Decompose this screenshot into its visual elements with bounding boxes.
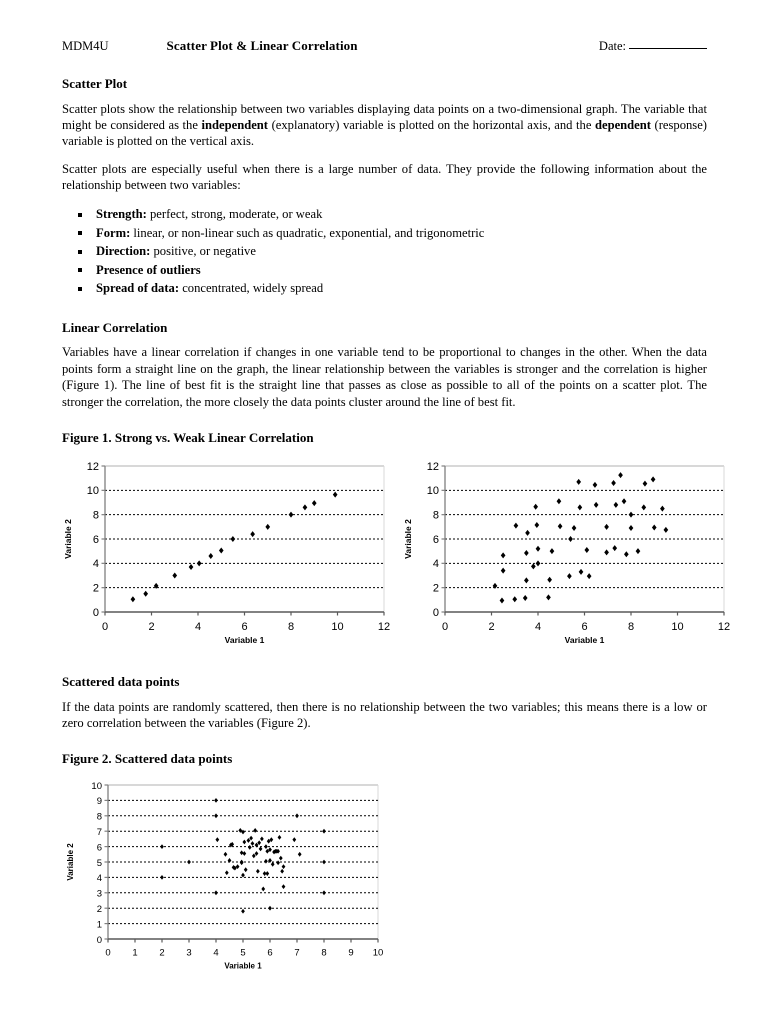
data-point (247, 838, 251, 843)
list-item-term: Direction: (96, 244, 151, 259)
data-point (579, 569, 584, 575)
x-axis-tick-label: 4 (213, 947, 219, 959)
paragraph-text-part: (response) variable is plotted on the vertical axis. (62, 117, 707, 149)
y-axis-tick-label: 6 (92, 533, 99, 546)
data-point (240, 851, 244, 856)
data-point (622, 498, 627, 504)
scatter-chart-scattered (62, 773, 402, 978)
heading-linear-correlation: Linear Correlation (62, 319, 168, 335)
data-point (248, 845, 252, 850)
data-point (651, 476, 656, 482)
y-axis-tick-label: 9 (96, 796, 102, 808)
data-point (249, 836, 253, 841)
data-point (303, 504, 308, 510)
data-point (524, 550, 529, 556)
x-axis-title: Variable 1 (224, 634, 265, 645)
data-point (500, 597, 505, 603)
x-axis-tick-label: 2 (159, 947, 165, 959)
y-axis-tick-label: 2 (432, 582, 439, 595)
data-point (143, 591, 148, 597)
data-point (256, 869, 260, 874)
data-point (282, 864, 286, 869)
data-point (322, 891, 326, 896)
scatter-chart-strong (62, 452, 392, 652)
x-axis-tick-label: 4 (194, 620, 202, 633)
data-point (523, 595, 528, 601)
y-axis-tick-label: 8 (432, 509, 439, 522)
y-axis-tick-label: 12 (86, 460, 99, 473)
data-point (594, 502, 599, 508)
y-axis-tick-label: 4 (92, 558, 99, 571)
date-field (599, 39, 707, 54)
bullet-square-icon (78, 268, 82, 272)
data-point (629, 512, 634, 518)
y-axis-tick-label: 7 (96, 827, 102, 839)
data-point (271, 862, 275, 867)
y-axis-tick-label: 1 (96, 919, 102, 931)
figure-1-charts-row (62, 452, 731, 652)
list-item-detail: concentrated, widely spread (179, 281, 324, 296)
data-point (534, 522, 539, 528)
y-axis-tick-label: 3 (96, 888, 102, 900)
list-item-detail: linear, or non-linear such as quadratic, exponential, and trigonometric (130, 225, 485, 240)
data-point (558, 523, 563, 529)
x-axis-tick-label: 3 (186, 947, 192, 959)
data-point (593, 482, 598, 488)
data-point (160, 875, 164, 880)
data-point (265, 871, 269, 876)
y-axis-title: Variable 2 (66, 843, 75, 881)
data-point (525, 530, 530, 536)
data-point (292, 838, 296, 843)
data-point (587, 573, 592, 579)
data-point (531, 563, 536, 569)
paragraph-scattered-data-points-1: If the data points are randomly scattered, then there is no relationship between the two variables; this means there is a low or zero correlation between the variables (Figure 2). (62, 699, 707, 730)
data-point (547, 577, 552, 583)
data-point (641, 504, 646, 510)
data-point (536, 546, 541, 552)
data-point (172, 572, 177, 578)
data-point (322, 860, 326, 865)
data-point (567, 573, 572, 579)
list-item-term: Strength: (96, 207, 147, 222)
data-point (333, 492, 338, 498)
paragraph-text-part: Scatter plots show the relationship between two variables displaying data points on a two-dimensional graph. The variable that might be considered as the (62, 101, 707, 132)
data-point (214, 891, 218, 896)
paragraph-scatter-plot-2: Scatter plots are especially useful when there is a large number of data. They provide the following information about the relationship between two variables: (62, 161, 707, 193)
data-point (251, 841, 255, 846)
list-item-detail: perfect, strong, moderate, or weak (146, 207, 323, 222)
y-axis-tick-label: 4 (432, 558, 439, 571)
data-point (664, 527, 669, 533)
data-point (524, 577, 529, 583)
data-point (160, 844, 164, 849)
y-axis-tick-label: 4 (96, 873, 102, 885)
data-point (189, 564, 194, 570)
chart-scattered-points (62, 773, 707, 978)
figure-2-caption: Figure 2. Scattered data points (62, 751, 233, 767)
bold-independent: independent (201, 117, 269, 132)
data-point (322, 829, 326, 834)
list-item (62, 224, 707, 243)
y-axis-tick-label: 0 (92, 606, 99, 619)
list-item-term: Form: (96, 225, 131, 240)
y-axis-title: Variable 2 (403, 519, 413, 559)
heading-scatter-plot: Scatter Plot (62, 76, 128, 91)
x-axis-tick-label: 6 (581, 620, 588, 633)
y-axis-tick-label: 10 (426, 485, 439, 498)
data-point (618, 472, 623, 478)
paragraph-text-part: (explanatory) variable is plotted on the horizontal axis, and the (268, 117, 595, 132)
x-axis-tick-label: 9 (348, 947, 354, 959)
page-title: Scatter Plot & Linear Correlation (166, 38, 358, 53)
data-point (624, 551, 629, 557)
data-point (261, 887, 265, 892)
data-point (312, 500, 317, 506)
x-axis-tick-label: 10 (331, 620, 344, 633)
data-point (604, 524, 609, 530)
data-point (546, 594, 551, 600)
data-point (197, 560, 202, 566)
paragraph-scatter-plot-1 (62, 101, 707, 150)
y-axis-tick-label: 10 (91, 781, 102, 793)
data-point (652, 524, 657, 530)
x-axis-tick-label: 10 (372, 947, 384, 959)
data-point (225, 871, 229, 876)
bullet-square-icon (78, 250, 82, 254)
y-axis-tick-label: 0 (96, 935, 102, 947)
x-axis-tick-label: 8 (321, 947, 327, 959)
heading-scattered-data-points: Scattered data points (62, 673, 180, 689)
date-label: Date: (598, 39, 626, 53)
data-point (242, 840, 246, 845)
list-item-detail: positive, or negative (150, 244, 256, 259)
x-axis-tick-label: 12 (717, 620, 731, 633)
y-axis-title: Variable 2 (63, 519, 73, 559)
data-point (512, 596, 517, 602)
data-point (660, 506, 665, 512)
y-axis-tick-label: 0 (432, 606, 439, 619)
x-axis-tick-label: 8 (287, 620, 295, 633)
figure-1-block (62, 429, 731, 652)
data-point (604, 549, 609, 555)
data-point (260, 837, 264, 842)
bullet-square-icon (78, 231, 82, 235)
list-item (62, 242, 707, 261)
data-point (643, 481, 648, 487)
data-point (231, 536, 236, 542)
data-point (257, 841, 261, 846)
data-point (268, 906, 272, 911)
data-point (576, 479, 581, 485)
data-point (244, 868, 248, 873)
bullet-square-icon (78, 213, 82, 217)
x-axis-title: Variable 1 (224, 961, 262, 971)
x-axis-tick-label: 8 (627, 620, 635, 633)
data-point (298, 852, 302, 857)
data-point (224, 852, 228, 857)
date-blank-line (629, 48, 707, 49)
list-item (62, 279, 707, 298)
x-axis-tick-label: 6 (241, 620, 248, 633)
x-axis-tick-label: 10 (671, 620, 684, 633)
y-axis-tick-label: 12 (426, 460, 439, 473)
feature-list (62, 205, 707, 298)
data-point (612, 545, 617, 551)
data-point (501, 568, 506, 574)
data-point (568, 536, 573, 542)
data-point (276, 861, 280, 866)
x-axis-tick-label: 0 (441, 620, 449, 633)
data-point (131, 596, 136, 602)
list-item (62, 261, 707, 280)
data-point (242, 851, 246, 856)
data-point (550, 548, 555, 554)
data-point (278, 835, 282, 840)
x-axis-tick-label: 2 (148, 620, 155, 633)
data-point (629, 525, 634, 531)
data-point (279, 856, 283, 861)
data-point (187, 860, 191, 865)
data-point (214, 814, 218, 819)
data-point (255, 851, 259, 856)
y-axis-tick-label: 2 (92, 582, 99, 595)
data-point (214, 798, 218, 803)
data-point (259, 847, 263, 852)
paragraph-linear-correlation-1: Variables have a linear correlation if changes in one variable tend to be proportional to changes in the other. When the data points form a straight line on the graph, the linear relationship between the variables is stronger and the correlation is higher (Figure 1). The line of best fit is the straight line that passes as close as possible to all of the points on a scatter plot. The stronger the correlation, the more closely the data points cluster around the line of best fit. (62, 345, 707, 409)
y-axis-tick-label: 8 (92, 509, 99, 522)
data-point (241, 873, 245, 878)
list-item-term: Presence of outliers (96, 262, 201, 277)
data-point (208, 553, 213, 559)
x-axis-tick-label: 4 (534, 620, 542, 633)
data-point (240, 861, 244, 866)
x-axis-tick-label: 7 (294, 947, 300, 959)
data-point (295, 814, 299, 819)
y-axis-tick-label: 8 (96, 811, 102, 823)
x-axis-title: Variable 1 (564, 634, 605, 645)
list-item (62, 205, 707, 224)
y-axis-tick-label: 2 (96, 904, 102, 916)
data-point (614, 502, 619, 508)
course-code: MDM4U (62, 39, 109, 53)
data-point (536, 560, 541, 566)
y-axis-tick-label: 6 (432, 533, 439, 546)
data-point (264, 859, 268, 864)
x-axis-tick-label: 6 (267, 947, 273, 959)
document-content (62, 38, 731, 978)
data-point (514, 523, 519, 529)
chart-weak-correlation (402, 452, 732, 652)
chart-strong-correlation (62, 452, 392, 652)
data-point (572, 525, 577, 531)
data-point (282, 884, 286, 889)
data-point (253, 828, 257, 833)
x-axis-tick-label: 2 (488, 620, 495, 633)
figure-1-caption: Figure 1. Strong vs. Weak Linear Correlation (62, 429, 314, 445)
data-point (636, 548, 641, 554)
bold-dependent: dependent (594, 117, 651, 132)
data-point (557, 498, 562, 504)
data-point (501, 552, 506, 558)
data-point (252, 854, 256, 859)
list-item-term: Spread of data: (96, 281, 180, 296)
data-point (265, 524, 270, 530)
y-axis-tick-label: 10 (86, 485, 99, 498)
data-point (219, 547, 224, 553)
data-point (241, 909, 245, 914)
data-point (533, 504, 538, 510)
data-point (584, 547, 589, 553)
data-point (250, 531, 255, 537)
x-axis-tick-label: 0 (101, 620, 109, 633)
bullet-square-icon (78, 287, 82, 291)
y-axis-tick-label: 5 (96, 858, 102, 870)
scatter-chart-weak (402, 452, 732, 652)
figure-2-block (62, 751, 707, 978)
x-axis-tick-label: 1 (132, 947, 138, 959)
data-point (611, 480, 616, 486)
data-point (215, 838, 219, 843)
y-axis-tick-label: 6 (96, 842, 102, 854)
data-point (264, 844, 268, 849)
x-axis-tick-label: 5 (240, 947, 246, 959)
x-axis-tick-label: 0 (105, 947, 111, 959)
x-axis-tick-label: 12 (377, 620, 391, 633)
data-point (289, 512, 294, 518)
data-point (280, 869, 284, 874)
data-point (578, 504, 583, 510)
document-header (62, 38, 707, 54)
